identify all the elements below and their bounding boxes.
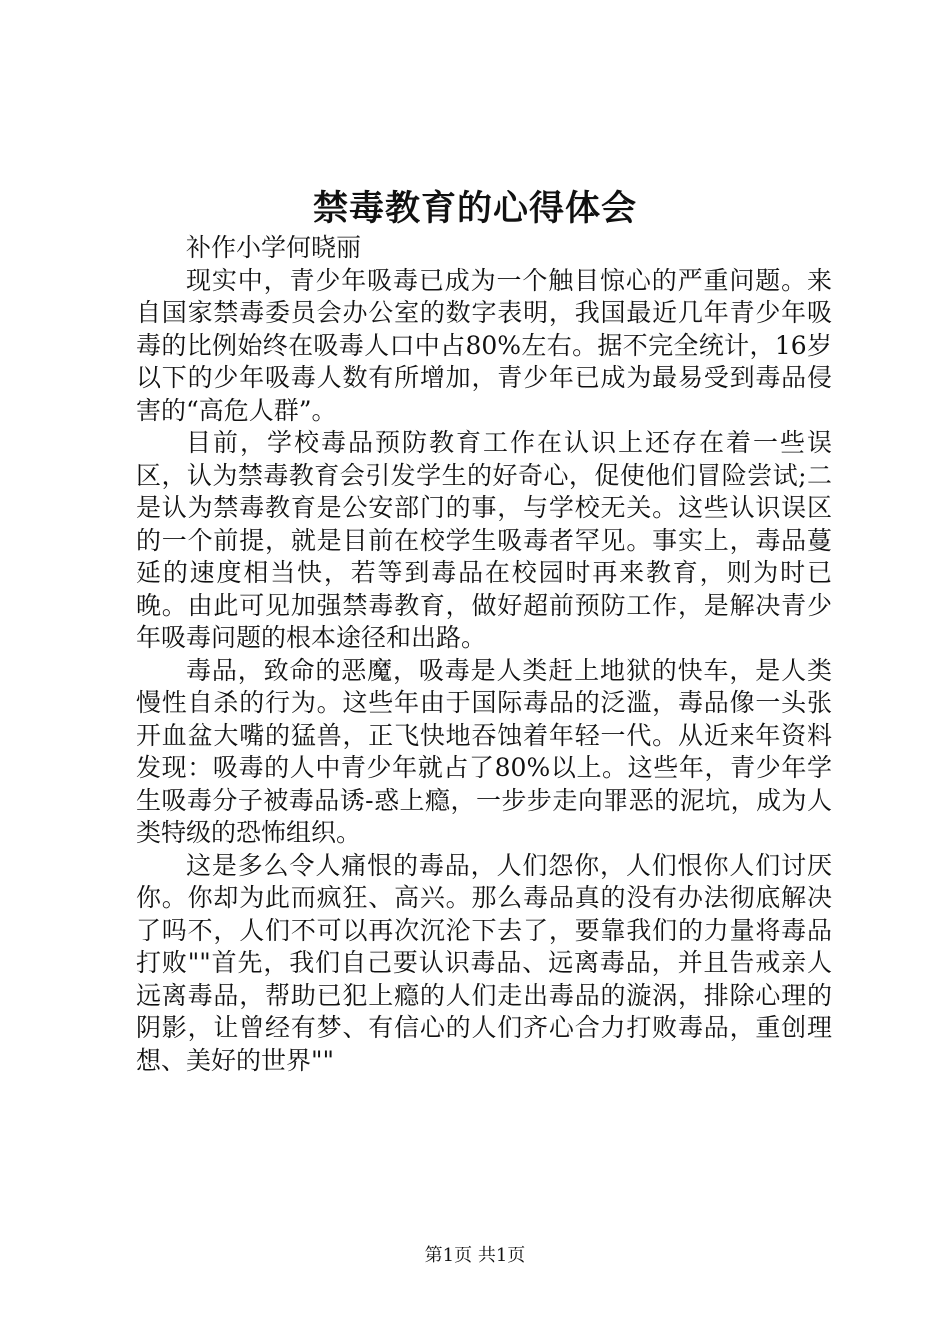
- author-line: 补作小学何晓丽: [186, 233, 362, 262]
- paragraph-3: 毒品，致命的恶魔，吸毒是人类赶上地狱的快车，是人类慢性自杀的行为。这些年由于国际毒品的泛滥，毒品像一头张开血盆大嘴的猛兽，正飞快地吞蚀着年轻一代。从近来年资料发现：吸毒的人中青少年就占了80%以上。这些年，青少年学生吸毒分子被毒品诱-惑上瘾，一步步走向罪恶的泥坑，成为人类特级的恐怖组织。: [136, 655, 832, 847]
- page-footer: 第1页 共1页: [424, 1245, 526, 1266]
- paragraph-2: 目前，学校毒品预防教育工作在认识上还存在着一些误区，认为禁毒教育会引发学生的好奇心，促使他们冒险尝试;二是认为禁毒教育是公安部门的事，与学校无关。这些认识误区的一个前提，就是目前在校学生吸毒者罕见。事实上，毒品蔓延的速度相当快，若等到毒品在校园时再来教育，则为时已晚。由此可见加强禁毒教育，做好超前预防工作，是解决青少年吸毒问题的根本途径和出路。: [136, 428, 832, 652]
- paragraph-1: 现实中，青少年吸毒已成为一个触目惊心的严重问题。来自国家禁毒委员会办公室的数字表明，我国最近几年青少年吸毒的比例始终在吸毒人口中占80%左右。据不完全统计，16岁以下的少年吸毒人数有所增加，青少年已成为最易受到毒品侵害的“高危人群”。: [136, 265, 832, 425]
- document-body: [136, 232, 832, 1077]
- paragraph-4: 这是多么令人痛恨的毒品，人们怨你，人们恨你人们讨厌你。你却为此而疯狂、高兴。那么毒品真的没有办法彻底解决了吗不，人们不可以再次沉沦下去了，要靠我们的力量将毒品打败""首先，我们自己要认识毒品、远离毒品，并且告戒亲人远离毒品，帮助已犯上瘾的人们走出毒品的漩涡，排除心理的阴影，让曾经有梦、有信心的人们齐心合力打败毒品，重创理想、美好的世界"": [136, 850, 832, 1075]
- document-title: 禁毒教育的心得体会: [312, 188, 637, 229]
